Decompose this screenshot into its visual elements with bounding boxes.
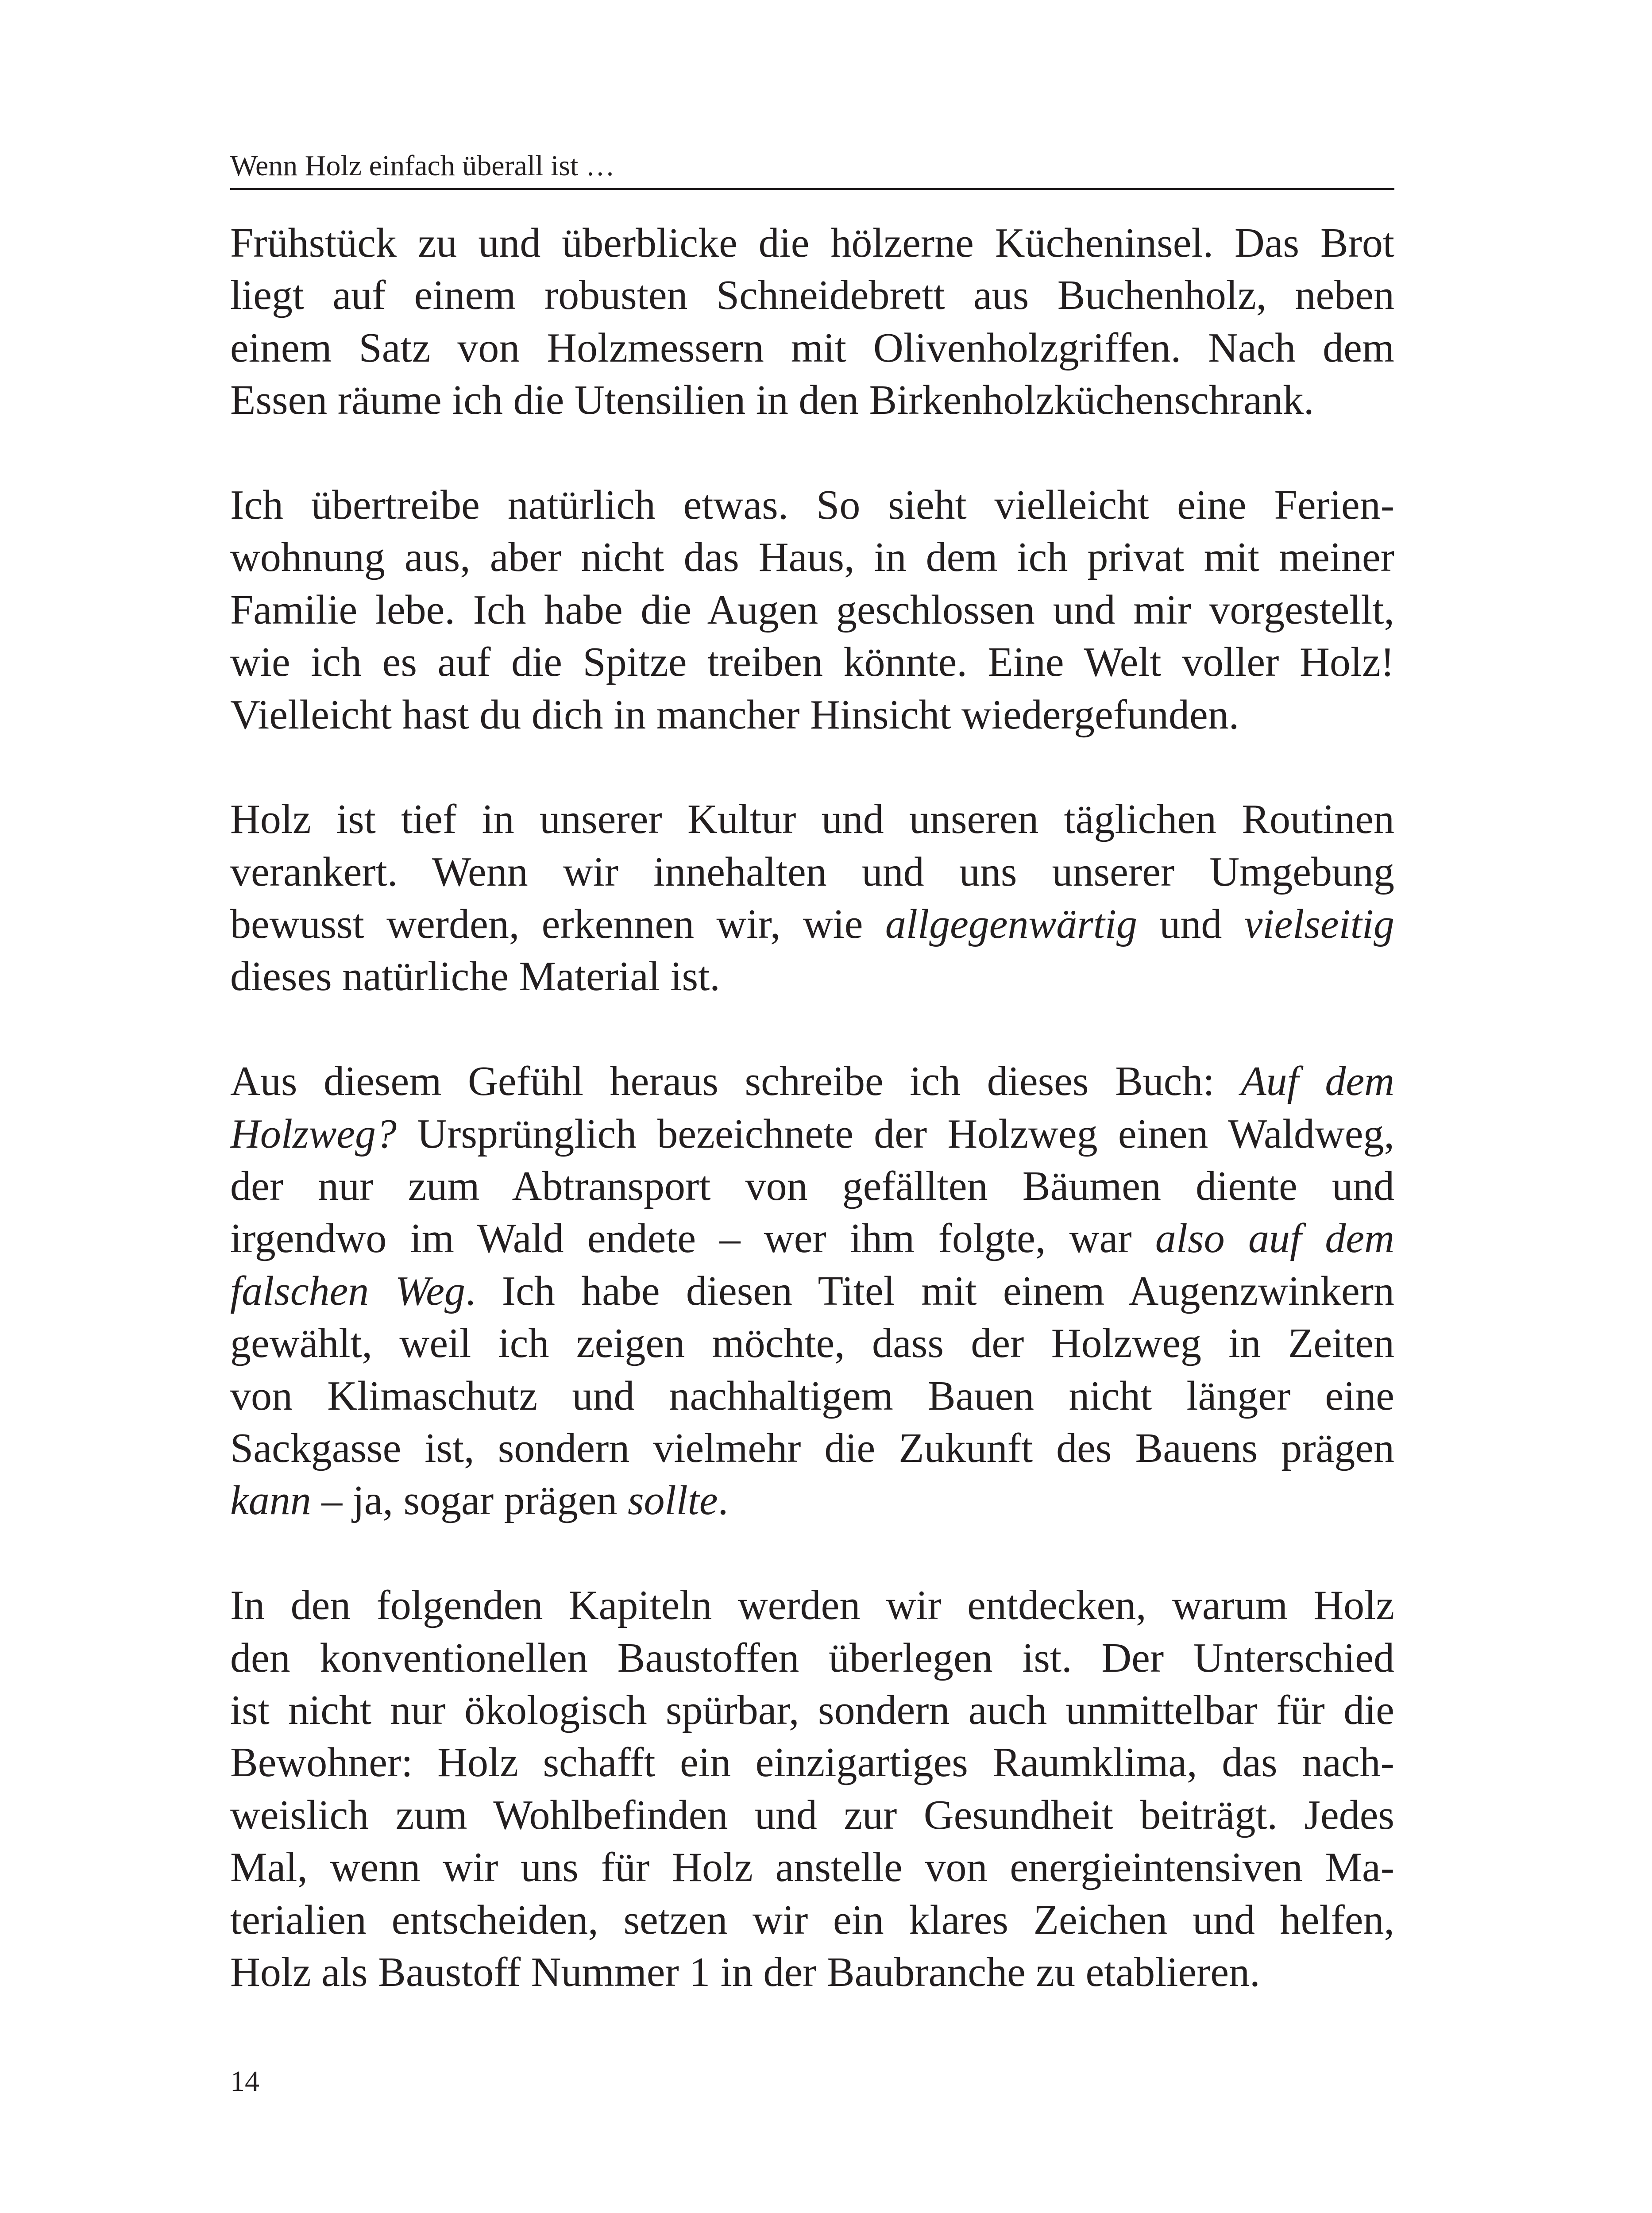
text-line [230,846,1394,898]
italic-text: falschen Weg [230,1268,465,1314]
paragraph [230,217,1394,427]
text-segment: Bewohner: Holz schafft ein einzigartiges Raumklima, das nach- [230,1739,1394,1786]
text-segment: . Ich habe diesen Titel mit einem Augenzwinkern [465,1268,1394,1314]
text-line [230,269,1394,321]
text-segment: irgendwo im Wald endete – wer ihm folgte, war [230,1215,1155,1262]
italic-text: sollte [627,1477,718,1524]
text-line [230,1841,1394,1893]
text-segment: Ich übertreibe natürlich etwas. So sieht vielleicht eine Ferien- [230,482,1394,528]
text-line [230,636,1394,688]
text-segment: weislich zum Wohlbefinden und zur Gesundheit beiträgt. Jedes [230,1792,1394,1838]
text-segment: der nur zum Abtransport von gefällten Bäumen diente und [230,1163,1394,1210]
body-text [230,217,1394,1998]
text-segment: bewusst werden, erkennen wir, wie [230,901,885,948]
text-line [230,950,1394,1002]
text-line [230,793,1394,845]
text-segment: Familie lebe. Ich habe die Augen geschlossen und mir vorgestellt, [230,586,1394,633]
text-line [230,1736,1394,1789]
text-line [230,1894,1394,1946]
text-line [230,217,1394,269]
text-line [230,1579,1394,1631]
text-segment: von Klimaschutz und nachhaltigem Bauen nicht länger eine [230,1373,1394,1419]
paragraph [230,793,1394,1003]
text-line [230,1474,1394,1527]
text-segment: Mal, wenn wir uns für Holz anstelle von energieintensiven Ma- [230,1844,1394,1891]
text-line [230,1422,1394,1474]
paragraph-gap [230,427,1394,479]
text-segment: Aus diesem Gefühl heraus schreibe ich dieses Buch: [230,1058,1241,1105]
text-line [230,1317,1394,1369]
text-line [230,1108,1394,1160]
text-line [230,1684,1394,1736]
italic-text: also auf dem [1155,1215,1394,1262]
paragraph-gap [230,1003,1394,1055]
text-segment: Frühstück zu und überblicke die hölzerne Kücheninsel. Das Brot [230,220,1394,266]
text-segment: und [1137,901,1244,948]
text-line [230,1370,1394,1422]
text-line [230,584,1394,636]
text-segment: liegt auf einem robusten Schneidebrett aus Buchenholz, neben [230,272,1394,319]
text-segment: Holz ist tief in unserer Kultur und unseren täglichen Routinen [230,796,1394,843]
page-number: 14 [230,2065,259,2097]
italic-text: allgegenwärtig [885,901,1138,948]
text-segment: . [718,1477,729,1524]
italic-text: Holzweg? [230,1110,397,1157]
text-line [230,1160,1394,1212]
text-line [230,531,1394,583]
text-segment: dieses natürliche Material ist. [230,953,720,1000]
paragraph [230,1055,1394,1527]
text-segment: terialien entscheiden, setzen wir ein klares Zeichen und helfen, [230,1897,1394,1943]
text-segment: Holz als Baustoff Nummer 1 in der Baubranche zu etablieren. [230,1949,1260,1995]
text-line [230,374,1394,426]
text-segment: gewählt, weil ich zeigen möchte, dass der Holzweg in Zeiten [230,1320,1394,1367]
italic-text: kann [230,1477,311,1524]
text-segment: – ja, sogar prägen [311,1477,628,1524]
text-segment: wie ich es auf die Spitze treiben könnte. Eine Welt voller Holz! [230,639,1394,686]
text-line [230,322,1394,374]
text-segment: einem Satz von Holzmessern mit Olivenholzgriffen. Nach dem [230,324,1394,371]
italic-text: Auf dem [1241,1058,1395,1105]
text-line [230,1265,1394,1317]
text-segment: den konventionellen Baustoffen überlegen ist. Der Unterschied [230,1635,1394,1681]
running-header: Wenn Holz einfach überall ist … [230,150,615,182]
text-segment: Sackgasse ist, sondern vielmehr die Zukunft des Bauens prägen [230,1425,1394,1471]
paragraph [230,479,1394,741]
paragraph [230,1579,1394,1998]
text-line [230,1212,1394,1265]
text-segment: Vielleicht hast du dich in mancher Hinsicht wiedergefunden. [230,691,1239,738]
paragraph-gap [230,1527,1394,1579]
text-line [230,1946,1394,1998]
text-segment: verankert. Wenn wir innehalten und uns unserer Umgebung [230,848,1394,895]
text-line [230,1632,1394,1684]
text-segment: ist nicht nur ökologisch spürbar, sondern auch unmittelbar für die [230,1687,1394,1733]
text-segment: Essen räume ich die Utensilien in den Birkenholzküchenschrank. [230,377,1314,424]
paragraph-gap [230,741,1394,793]
text-line [230,479,1394,531]
text-line [230,1055,1394,1107]
text-line [230,898,1394,950]
text-segment: Ursprünglich bezeichnete der Holzweg einen Waldweg, [397,1110,1394,1157]
text-line [230,1789,1394,1841]
text-segment: In den folgenden Kapiteln werden wir entdecken, warum Holz [230,1582,1394,1629]
text-segment: wohnung aus, aber nicht das Haus, in dem ich privat mit meiner [230,534,1394,581]
header-rule [230,188,1394,190]
text-line [230,689,1394,741]
italic-text: vielseitig [1244,901,1394,948]
